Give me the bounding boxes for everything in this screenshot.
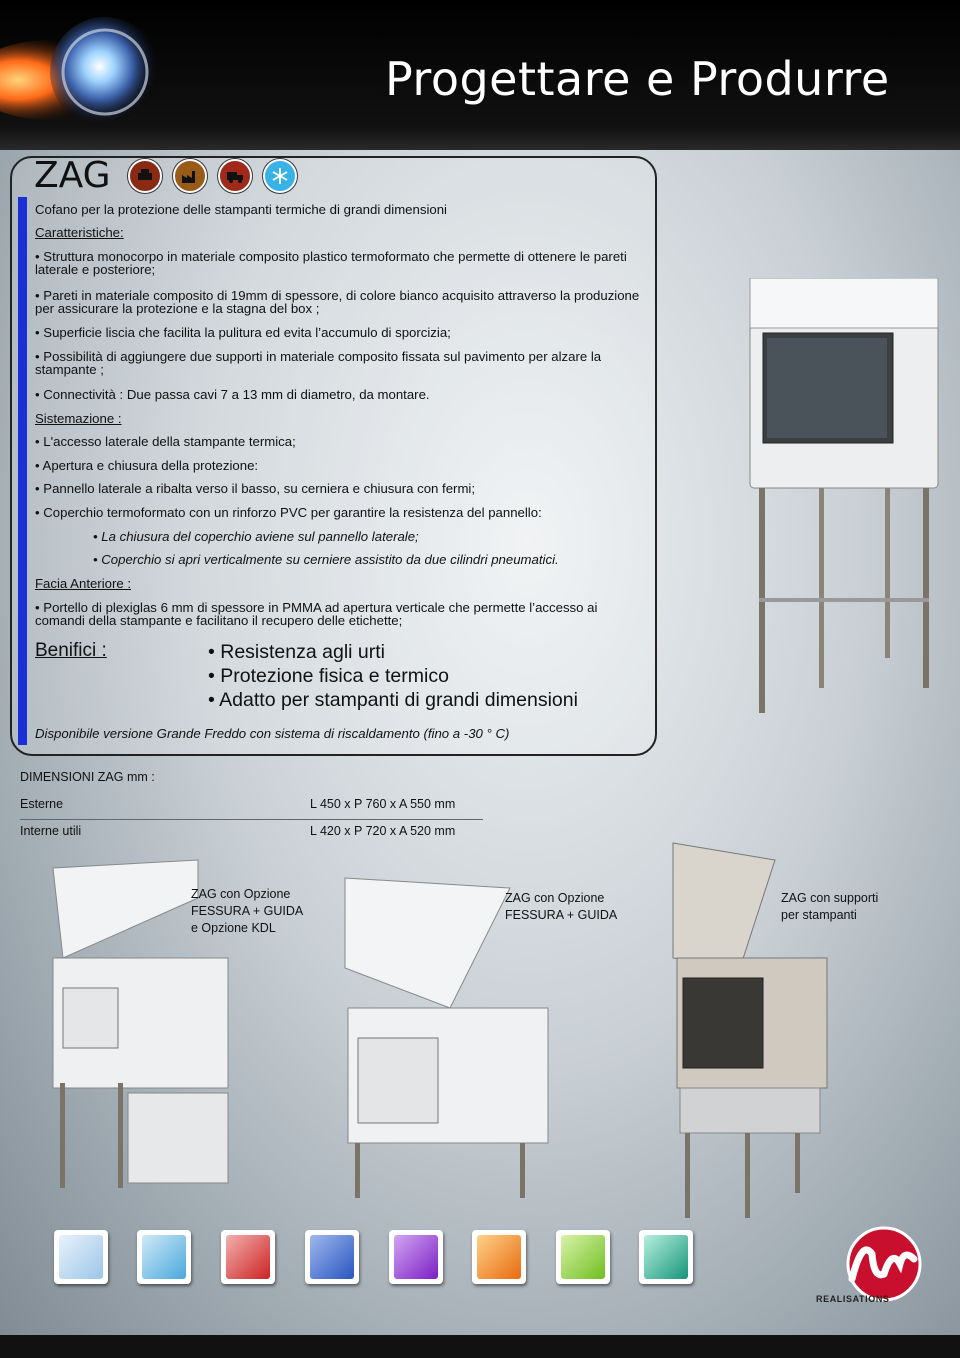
impact-icon [305,1230,359,1284]
photo-caption [191,886,303,937]
fire-extinguisher-icon [221,1230,275,1284]
truck-icon [218,159,252,193]
list-item: • Struttura monocorpo in materiale composito plastico termoformato che permette di ottenere le pareti laterale e posteriore; [35,249,627,277]
benefit-item: • Protezione fisica e termico [208,665,449,687]
caption-line: ZAG con supporti [781,891,879,905]
divider [20,819,483,820]
footer-bar [0,1335,960,1358]
usage-icons [128,159,297,193]
cold-icon [54,1230,108,1284]
caption-line: ZAG con Opzione [505,891,605,905]
photo-caption [505,890,617,924]
dim-value: L 420 x P 720 x A 520 mm [310,824,456,838]
list-item: • Possibilità di aggiungere due supporti in materiale composito fissata sul pavimento per alzare la stampante ; [35,349,602,377]
burst-graphic [0,0,230,150]
accent-bar [18,197,27,745]
availability-note: Disponibile versione Grande Freddo con sistema di riscaldamento (fino a -30 ° C) [35,726,510,741]
dim-label: Esterne [20,797,64,811]
caption-line: ZAG con Opzione [191,887,291,901]
list-item: • Coperchio termoformato con un rinforzo PVC per garantire la resistenza del pannello: [35,505,542,520]
product-name: ZAG [34,155,111,196]
list-item: • Superficie liscia che facilita la pulitura ed evita l’accumulo di sporcizia; [35,325,451,340]
list-item: • Apertura e chiusura della protezione: [35,458,259,473]
brand-name: REALISATIONS [816,1294,890,1304]
flame-icon [472,1230,526,1284]
list-item: • Pannello laterale a ribalta verso il basso, su cerniera e chiusura con fermi; [35,481,476,496]
list-item: • L'accesso laterale della stampante termica; [35,434,296,449]
benefit-item: • Resistenza agli urti [208,641,385,663]
antenna-icon [639,1230,693,1284]
explosion-icon [389,1230,443,1284]
sub-list-item: • La chiusura del coperchio aviene sul pannello laterale; [93,529,419,544]
hazard-icon [556,1230,610,1284]
photo-caption [781,890,878,924]
factory-icon [173,159,207,193]
caption-line: FESSURA + GUIDA [191,904,304,918]
benefit-item: • Adatto per stampanti di grandi dimensioni [208,689,578,711]
dim-value: L 450 x P 760 x A 550 mm [310,797,456,811]
section-title-caratteristiche: Caratteristiche: [35,225,124,240]
section-title-facia: Facia Anteriore : [35,576,132,591]
benifici-list [208,640,578,712]
sub-list-item: • Coperchio si apri verticalmente su cerniere assistito da due cilindri pneumatici. [93,552,559,567]
list-item: • Pareti in materiale composito di 19mm di spessore, di colore bianco acquisito attraverso la produzione per assicurare la protezione e la stagna del box ; [35,288,640,316]
product-photo-main [745,278,950,718]
caption-line: FESSURA + GUIDA [505,908,618,922]
dim-label: Interne utili [20,824,82,838]
list-item: • Connectività : Due passa cavi 7 a 13 mm di diametro, da montare. [35,387,430,402]
list-item: • Portello di plexiglas 6 mm di spessore in PMMA ad apertura verticale che permette l’accesso ai comandi della stampante e facilitano il recupero delle etichette; [35,600,598,628]
dimensions-title: DIMENSIONI ZAG mm : [20,770,155,784]
caption-line: e Opzione KDL [191,921,276,935]
printer-icon [128,159,162,193]
snowflake-icon [263,159,297,193]
benifici-title: Benifici : [35,640,107,661]
lm-logo [822,1224,942,1304]
caption-line: per stampanti [781,908,857,922]
header [0,0,960,150]
section-title-sistemazione: Sistemazione : [35,411,122,426]
water-icon [137,1230,191,1284]
page-title: Progettare e Produrre [385,52,890,106]
product-intro: Cofano per la protezione delle stampanti termiche di grandi dimensioni [35,202,447,217]
